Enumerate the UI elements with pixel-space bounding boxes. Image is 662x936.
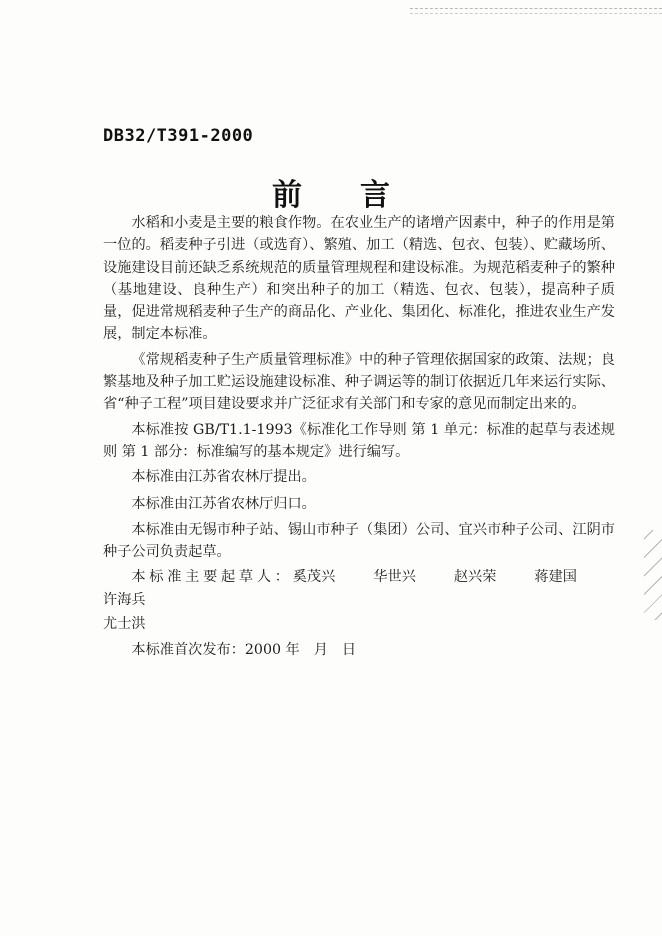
paragraph-format: 本标准按 GB/T1.1-1993《标准化工作导则 第 1 单元：标准的起草与表述规则 第 1 部分：标准编写的基本规定》进行编写。	[103, 421, 615, 460]
release-day: 日	[341, 642, 357, 659]
drafters-label: 本标准主要起草人：	[131, 569, 293, 586]
release-month: 月	[313, 642, 328, 659]
drafter-name: 赵兴荣	[453, 569, 497, 586]
release-year: 2000 年	[244, 642, 300, 659]
paragraph-intro: 水稻和小麦是主要的粮食作物。在农业生产的诸增产因素中，种子的作用是第一位的。稻麦种子引进（或选育）、繁殖、加工（精选、包衣、包装）、贮藏场所、设施建设目前还缺乏系统规范的质量管理规程和建设标准。为规范稻麦种子的繁种（基地建设、良种生产）和突出种子的加工（精选、包衣、包装），提高种子质量，促进常规稻麦种子生产的商品化、产业化、集团化、标准化，推进农业生产发展，制定本标准。	[103, 215, 615, 343]
document-body	[103, 212, 615, 662]
drafter-name: 华世兴	[373, 569, 416, 586]
paragraph-drafted-by: 本标准由无锡市种子站、锡山市种子（集团）公司、宜兴市种子公司、江阴市种子公司负责起草。	[103, 521, 615, 561]
scan-artifact-top	[410, 8, 662, 14]
paragraph-managed-by: 本标准由江苏省农林厅归口。	[131, 495, 316, 512]
page-title: 前言	[272, 178, 448, 213]
scan-artifact-right	[644, 530, 662, 620]
paragraph-proposed-by: 本标准由江苏省农林厅提出。	[131, 469, 316, 486]
drafters-line	[103, 566, 615, 635]
release-date-line	[103, 639, 615, 661]
paragraph-basis: 《常规稻麦种子生产质量管理标准》中的种子管理依据国家的政策、法规；良繁基地及种子加工贮运设施建设标准、种子调运等的制订依据近几年来运行实际、省“种子工程”项目建设要求并广泛征求有关部门和专家的意见而制定出来的。	[103, 351, 615, 413]
drafter-name: 蒋建国	[534, 569, 577, 586]
document-code: DB32/T391-2000	[103, 126, 254, 146]
drafter-name: 许海兵	[103, 591, 146, 608]
drafter-name: 奚茂兴	[292, 569, 336, 586]
release-label: 本标准首次发布：	[131, 642, 245, 659]
drafter-name: 尤士洪	[103, 616, 146, 633]
